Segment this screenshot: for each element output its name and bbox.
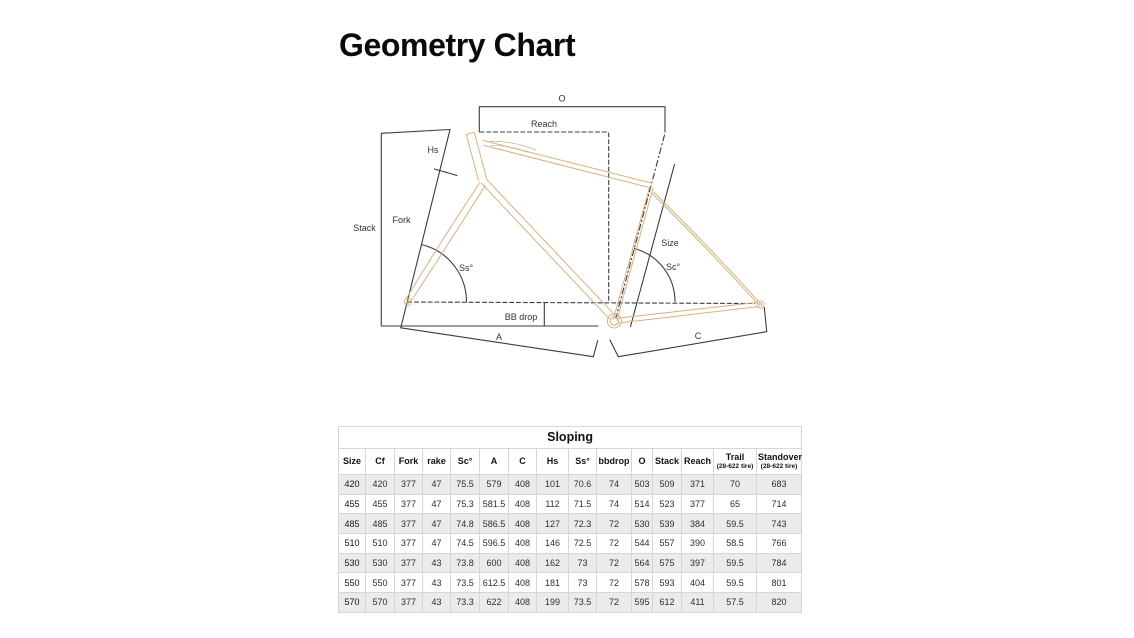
- label-c: C: [694, 331, 702, 341]
- value-cell: 70.6: [569, 475, 597, 495]
- value-cell: 72: [597, 514, 632, 534]
- value-cell: 43: [423, 593, 451, 613]
- value-cell: 581.5: [480, 494, 509, 514]
- label-a: A: [495, 332, 503, 342]
- o-bracket: [479, 107, 665, 132]
- value-cell: 514: [632, 494, 653, 514]
- value-cell: 101: [537, 475, 569, 495]
- value-cell: 564: [632, 553, 653, 573]
- value-cell: 47: [423, 514, 451, 534]
- value-cell: 47: [423, 475, 451, 495]
- col-header-fork: Fork: [395, 449, 423, 475]
- value-cell: 181: [537, 573, 569, 593]
- value-cell: 509: [653, 475, 682, 495]
- down-tube: [481, 183, 609, 319]
- value-cell: 683: [757, 475, 802, 495]
- value-cell: 408: [509, 593, 537, 613]
- value-cell: 57.5: [714, 593, 757, 613]
- value-cell: 73.3: [451, 593, 480, 613]
- value-cell: 377: [395, 494, 423, 514]
- value-cell: 510: [366, 534, 395, 554]
- table-row: [339, 475, 802, 495]
- value-cell: 74: [597, 475, 632, 495]
- head-tube-top: [466, 132, 474, 134]
- value-cell: 820: [757, 593, 802, 613]
- value-cell: 579: [480, 475, 509, 495]
- value-cell: 485: [366, 514, 395, 534]
- value-cell: 377: [395, 573, 423, 593]
- value-cell: 586.5: [480, 514, 509, 534]
- value-cell: 404: [682, 573, 714, 593]
- rear-dropout: [757, 301, 764, 308]
- axle-dashed-line: [408, 302, 755, 304]
- value-cell: 377: [395, 475, 423, 495]
- label-fork: Fork: [392, 215, 411, 225]
- col-header-o: O: [632, 449, 653, 475]
- value-cell: 557: [653, 534, 682, 554]
- value-cell: 162: [537, 553, 569, 573]
- value-cell: 600: [480, 553, 509, 573]
- value-cell: 47: [423, 494, 451, 514]
- page-title: Geometry Chart: [339, 27, 576, 64]
- value-cell: 539: [653, 514, 682, 534]
- table-title: Sloping: [339, 427, 802, 449]
- seat-tube: [613, 188, 649, 320]
- row-size-cell: 510: [339, 534, 366, 554]
- value-cell: 371: [682, 475, 714, 495]
- value-cell: 74.8: [451, 514, 480, 534]
- value-cell: 112: [537, 494, 569, 514]
- value-cell: 455: [366, 494, 395, 514]
- col-header-stack: Stack: [653, 449, 682, 475]
- col-header-sub-trail: (28-622 tire): [716, 463, 754, 471]
- value-cell: 71.5: [569, 494, 597, 514]
- label-o: O: [558, 93, 566, 104]
- bike-frame: [404, 132, 764, 328]
- col-header-sub-standover: (28-622 tire): [760, 463, 798, 471]
- col-header-cf: Cf: [366, 449, 395, 475]
- row-size-cell: 455: [339, 494, 366, 514]
- value-cell: 411: [682, 593, 714, 613]
- rear-axle-dot: [759, 303, 761, 305]
- value-cell: 377: [395, 514, 423, 534]
- value-cell: 72.5: [569, 534, 597, 554]
- value-cell: 146: [537, 534, 569, 554]
- label-ss-angle: Ss°: [458, 263, 474, 273]
- value-cell: 75.5: [451, 475, 480, 495]
- chain-stay: [618, 307, 759, 324]
- value-cell: 65: [714, 494, 757, 514]
- table-header-row: [339, 449, 802, 475]
- row-size-cell: 485: [339, 514, 366, 534]
- value-cell: 59.5: [714, 553, 757, 573]
- col-header-trail: Trail (28-622 tire): [714, 449, 757, 475]
- head-angle-arc: [422, 245, 467, 303]
- value-cell: 593: [653, 573, 682, 593]
- value-cell: 59.5: [714, 514, 757, 534]
- fork-blade: [412, 185, 486, 300]
- value-cell: 75.3: [451, 494, 480, 514]
- fork-blade: [407, 183, 480, 298]
- geometry-table-container: [338, 426, 801, 613]
- label-stack: Stack: [353, 223, 376, 233]
- table-row: [339, 553, 802, 573]
- value-cell: 72.3: [569, 514, 597, 534]
- value-cell: 384: [682, 514, 714, 534]
- value-cell: 408: [509, 494, 537, 514]
- value-cell: 530: [632, 514, 653, 534]
- bottom-bracket: [610, 317, 618, 325]
- value-cell: 377: [395, 534, 423, 554]
- value-cell: 73: [569, 553, 597, 573]
- row-size-cell: 420: [339, 475, 366, 495]
- down-tube: [487, 180, 615, 315]
- seat-stay: [652, 194, 758, 304]
- value-cell: 47: [423, 534, 451, 554]
- value-cell: 72: [597, 534, 632, 554]
- value-cell: 72: [597, 553, 632, 573]
- value-cell: 377: [395, 593, 423, 613]
- label-sc-angle: Sc°: [665, 262, 681, 272]
- label-bbdrop: BB drop: [504, 312, 538, 322]
- value-cell: 408: [509, 534, 537, 554]
- headset-tick: [435, 169, 458, 176]
- value-cell: 43: [423, 573, 451, 593]
- value-cell: 73.5: [569, 593, 597, 613]
- frame-geometry-diagram: [340, 80, 800, 370]
- seat-angle-arc: [635, 249, 676, 302]
- table-row: [339, 494, 802, 514]
- measurement-lines: [381, 107, 766, 357]
- value-cell: 595: [632, 593, 653, 613]
- col-header-size: Size: [339, 449, 366, 475]
- value-cell: 74: [597, 494, 632, 514]
- value-cell: 74.5: [451, 534, 480, 554]
- value-cell: 420: [366, 475, 395, 495]
- top-tube: [484, 145, 651, 187]
- table-row: [339, 573, 802, 593]
- value-cell: 570: [366, 593, 395, 613]
- value-cell: 408: [509, 475, 537, 495]
- col-header-a: A: [480, 449, 509, 475]
- row-size-cell: 550: [339, 573, 366, 593]
- value-cell: 612: [653, 593, 682, 613]
- value-cell: 73.8: [451, 553, 480, 573]
- value-cell: 801: [757, 573, 802, 593]
- value-cell: 714: [757, 494, 802, 514]
- label-reach: Reach: [530, 119, 558, 129]
- col-header-standover: Standover (28-622 tire): [757, 449, 802, 475]
- value-cell: 72: [597, 593, 632, 613]
- col-header-sc: Sc°: [451, 449, 480, 475]
- value-cell: 578: [632, 573, 653, 593]
- value-cell: 72: [597, 573, 632, 593]
- col-header-reach: Reach: [682, 449, 714, 475]
- table-title-row: [339, 427, 802, 449]
- chain-stay: [617, 302, 757, 318]
- table-row: [339, 534, 802, 554]
- value-cell: 575: [653, 553, 682, 573]
- value-cell: 199: [537, 593, 569, 613]
- value-cell: 550: [366, 573, 395, 593]
- value-cell: 612.5: [480, 573, 509, 593]
- table-row: [339, 593, 802, 613]
- row-size-cell: 570: [339, 593, 366, 613]
- value-cell: 408: [509, 553, 537, 573]
- value-cell: 70: [714, 475, 757, 495]
- value-cell: 544: [632, 534, 653, 554]
- value-cell: 408: [509, 514, 537, 534]
- value-cell: 743: [757, 514, 802, 534]
- value-cell: 397: [682, 553, 714, 573]
- table-body: [339, 475, 802, 613]
- value-cell: 530: [366, 553, 395, 573]
- value-cell: 377: [682, 494, 714, 514]
- label-size: Size: [661, 238, 679, 248]
- row-size-cell: 530: [339, 553, 366, 573]
- value-cell: 43: [423, 553, 451, 573]
- value-cell: 390: [682, 534, 714, 554]
- value-cell: 377: [395, 553, 423, 573]
- value-cell: 784: [757, 553, 802, 573]
- col-header-bbdrop: bbdrop: [597, 449, 632, 475]
- label-hs: Hs: [427, 145, 439, 155]
- col-header-rake: rake: [423, 449, 451, 475]
- value-cell: 58.5: [714, 534, 757, 554]
- value-cell: 408: [509, 573, 537, 593]
- value-cell: 622: [480, 593, 509, 613]
- geometry-table: [338, 426, 802, 613]
- value-cell: 127: [537, 514, 569, 534]
- value-cell: 596.5: [480, 534, 509, 554]
- table-row: [339, 514, 802, 534]
- value-cell: 73: [569, 573, 597, 593]
- value-cell: 766: [757, 534, 802, 554]
- col-header-hs: Hs: [537, 449, 569, 475]
- value-cell: 73.5: [451, 573, 480, 593]
- value-cell: 503: [632, 475, 653, 495]
- value-cell: 523: [653, 494, 682, 514]
- value-cell: 59.5: [714, 573, 757, 593]
- col-header-c: C: [509, 449, 537, 475]
- col-header-ss: Ss°: [569, 449, 597, 475]
